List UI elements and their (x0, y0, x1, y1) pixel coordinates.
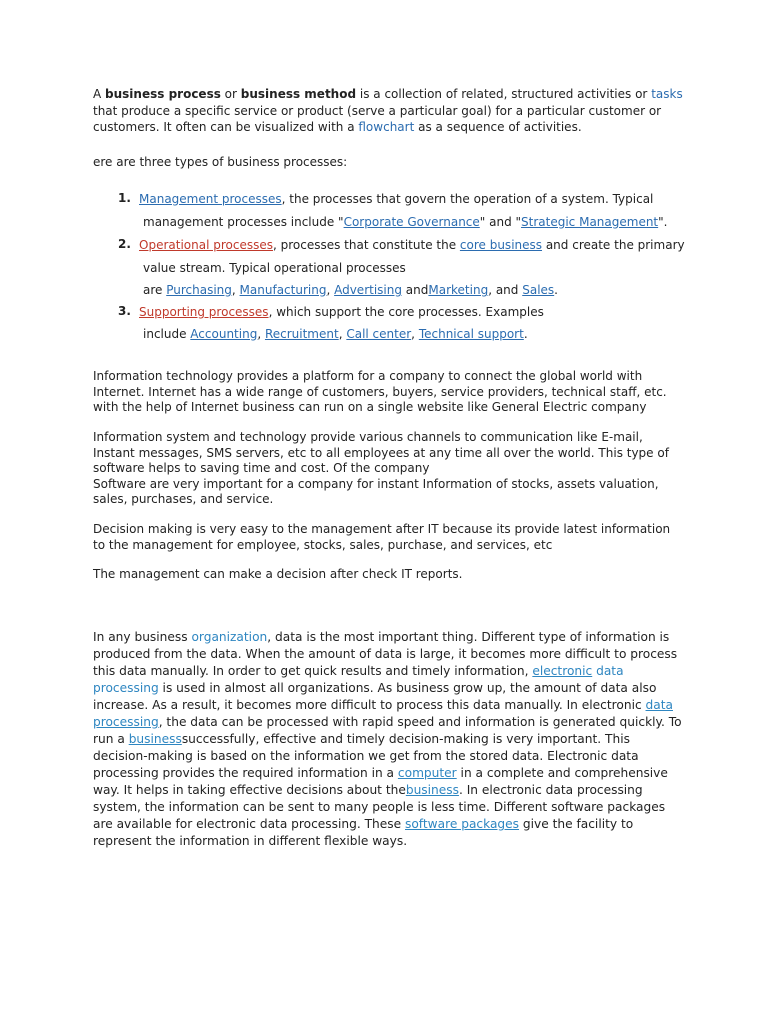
link-data-processing-2[interactable]: data processing (93, 698, 673, 729)
list-text: value stream. Typical operational processes (143, 261, 406, 275)
link-supporting-processes[interactable]: Supporting processes (139, 305, 269, 319)
link-strategic-management[interactable]: Strategic Management (521, 215, 659, 229)
list-text: include (143, 327, 191, 341)
it-paragraph-2 (93, 430, 683, 508)
edp-text: , the data can be processed with rapid speed and information is generated quickly. To run a (93, 715, 682, 746)
link-operational-processes[interactable]: Operational processes (139, 238, 273, 252)
link-advertising[interactable]: Advertising (334, 283, 402, 297)
it-paragraph-4: The management can make a decision after check IT reports. (93, 567, 463, 581)
link-data-processing[interactable]: data processing (93, 664, 624, 695)
edp-text: . In electronic data processing system, the information can be sent to many people is less time. Different software packages are available for electronic data processing. These (93, 783, 666, 831)
term-business-process: business process (105, 87, 221, 101)
link-core-business[interactable]: core business (459, 238, 543, 252)
edp-text: in a complete and comprehensive way. It helps in taking effective decisions about the (93, 766, 668, 797)
link-technical-support[interactable]: Technical support (418, 327, 524, 341)
intro-text: as a sequence of activities. (414, 120, 582, 134)
list-text: " and " (479, 215, 522, 229)
link-sales[interactable]: Sales (522, 283, 555, 297)
link-recruitment[interactable]: Recruitment (264, 327, 339, 341)
intro-paragraph (93, 86, 683, 136)
list-text: , processes that constitute the (272, 238, 460, 252)
it-text: Information system and technology provide various channels to communication like E-mail, Instant messages, SMS servers, etc to all employees at any time all over the world. This type of software helps to saving time and cost. Of the company (93, 430, 669, 475)
edp-text: , data is the most important thing. Different type of information is produced from the data. When the amount of data is large, it becomes more difficult to process this data manually. In order to get quick results and timely information, (93, 630, 678, 678)
link-electronic[interactable]: electronic (532, 664, 593, 678)
link-corporate-governance[interactable]: Corporate Governance (343, 215, 480, 229)
edp-paragraph (93, 629, 683, 850)
intro-text: or (220, 87, 241, 101)
edp-text: In any business (93, 630, 192, 644)
intro-text: that produce a specific service or product (serve a particular goal) for a particular customer or customers. It often can be visualized with a (93, 103, 662, 134)
list-text: and create the primary (542, 238, 685, 252)
term-business-method: business method (240, 87, 357, 101)
link-management-processes[interactable]: Management processes (139, 192, 282, 206)
edp-text: is used in almost all organizations. As business grow up, the amount of data also increase. As a result, it becomes more difficult to process this data manually. In electronic (93, 681, 657, 712)
list-number: 2. (118, 237, 131, 251)
link-organization[interactable]: organization (191, 630, 268, 644)
list-text: . (554, 283, 558, 297)
link-tasks[interactable]: tasks (651, 87, 683, 101)
link-flowchart[interactable]: flowchart (358, 120, 415, 134)
list-text: are (143, 283, 167, 297)
link-accounting[interactable]: Accounting (190, 327, 258, 341)
list-text: management processes include " (143, 215, 344, 229)
list-text: , (257, 327, 265, 341)
link-marketing[interactable]: Marketing (428, 283, 489, 297)
list-text: , (411, 327, 419, 341)
link-computer[interactable]: computer (397, 766, 457, 780)
link-manufacturing[interactable]: Manufacturing (239, 283, 327, 297)
list-number: 3. (118, 304, 131, 318)
list-text: , (338, 327, 347, 341)
it-text: Software are very important for a company for instant Information of stocks, assets valuation, sales, purchases, and service. (93, 476, 659, 506)
list-number: 1. (118, 191, 131, 205)
list-text: ". (658, 215, 668, 229)
types-intro: ere are three types of business processes: (93, 155, 348, 169)
intro-text: is a collection of related, structured activities or (356, 87, 652, 101)
link-call-center[interactable]: Call center (346, 327, 412, 341)
edp-text: give the facility to represent the information in different flexible ways. (93, 817, 634, 848)
edp-text: successfully, effective and timely decision-making is very important. This decision-making is based on the information we get from the stored data. Electronic data processing provides the required information in a (93, 732, 639, 780)
list-text: , the processes that govern the operation of a system. Typical (281, 192, 654, 206)
it-paragraph-1: Information technology provides a platform for a company to connect the global world with Internet. Internet has a wide range of customers, buyers, service providers, technical staff, etc. with the help of Internet business can run on a single website like General Electric company (93, 369, 667, 414)
list-text: , (231, 283, 240, 297)
it-paragraph-3: Decision making is very easy to the management after IT because its provide latest information to the management for employee, stocks, sales, purchase, and services, etc (93, 522, 671, 552)
link-business[interactable]: business (128, 732, 182, 746)
list-text: , and (488, 283, 523, 297)
list-text: , (326, 283, 335, 297)
link-business-2[interactable]: business (405, 783, 459, 797)
link-purchasing[interactable]: Purchasing (166, 283, 232, 297)
list-text: , which support the core processes. Examples (268, 305, 544, 319)
intro-text: A (93, 87, 106, 101)
list-text: . (523, 327, 528, 341)
list-text: and (401, 283, 429, 297)
link-software-packages[interactable]: software packages (405, 817, 520, 831)
